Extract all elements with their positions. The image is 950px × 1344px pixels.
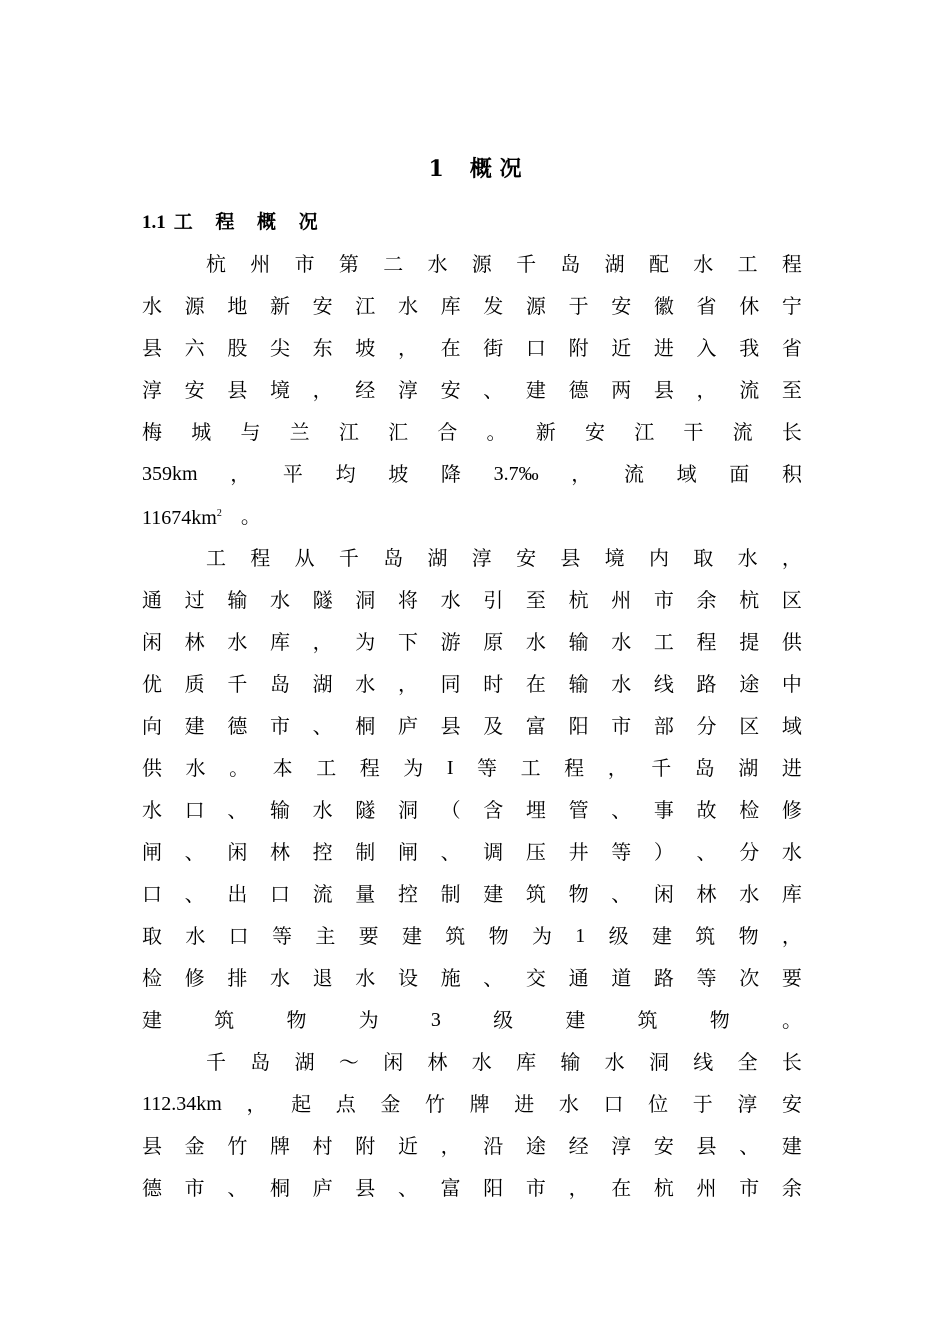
text-line: 淳 安 县 境 ， 经 淳 安 、 建 德 两 县 ， 流 至 (142, 378, 802, 402)
text-line: 向 建 德 市 、 桐 庐 县 及 富 阳 市 部 分 区 域 (142, 714, 802, 738)
body-text (142, 243, 802, 1209)
chapter-title-text: 概 况 (469, 156, 522, 182)
text-line: 359km ， 平 均 坡 降 3.7‰ ， 流 域 面 积 (142, 462, 802, 486)
text-line: 水 口 、 输 水 隧 洞 （ 含 埋 管 、 事 故 检 修 (142, 798, 802, 822)
chapter-title (0, 152, 950, 183)
text-line: 112.34km ， 起 点 金 竹 牌 进 水 口 位 于 淳 安 (142, 1092, 802, 1116)
text-line: 检 修 排 水 退 水 设 施 、 交 通 道 路 等 次 要 (142, 966, 802, 990)
text-line: 建 筑 物 为 3 级 建 筑 物 。 (142, 1008, 802, 1032)
text-line: 闲 林 水 库 ， 为 下 游 原 水 输 水 工 程 提 供 (142, 630, 802, 654)
text-line: 供 水 。 本 工 程 为 I 等 工 程 ， 千 岛 湖 进 (142, 756, 802, 780)
text-line: 优 质 千 岛 湖 水 ， 同 时 在 输 水 线 路 途 中 (142, 672, 802, 696)
section-number: 1.1 (142, 212, 166, 233)
chapter-number: 1 (428, 156, 444, 182)
section-title-text: 工 程 概 况 (173, 211, 326, 233)
section-title (142, 207, 326, 234)
text-line: 口 、 出 口 流 量 控 制 建 筑 物 、 闲 林 水 库 (142, 882, 802, 906)
text-line: 通 过 输 水 隧 洞 将 水 引 至 杭 州 市 余 杭 区 (142, 588, 802, 612)
text-line: 千 岛 湖 ～ 闲 林 水 库 输 水 洞 线 全 长 (206, 1050, 802, 1074)
text-line: 工 程 从 千 岛 湖 淳 安 县 境 内 取 水 ， (206, 546, 802, 570)
text-line: 闸 、 闲 林 控 制 闸 、 调 压 井 等 ） 、 分 水 (142, 840, 802, 864)
text-line: 德 市 、 桐 庐 县 、 富 阳 市 ， 在 杭 州 市 余 (142, 1176, 802, 1200)
text-line: 县 六 股 尖 东 坡 ， 在 街 口 附 近 进 入 我 省 (142, 336, 802, 360)
text-line: 杭 州 市 第 二 水 源 千 岛 湖 配 水 工 程 (206, 252, 802, 276)
text-line: 取 水 口 等 主 要 建 筑 物 为 1 级 建 筑 物 ， (142, 924, 802, 948)
text-line: 县 金 竹 牌 村 附 近 ， 沿 途 经 淳 安 县 、 建 (142, 1134, 802, 1158)
text-line: 水 源 地 新 安 江 水 库 发 源 于 安 徽 省 休 宁 (142, 294, 802, 318)
text-line: 梅 城 与 兰 江 汇 合 。 新 安 江 干 流 长 (142, 420, 802, 444)
text-line: $11674km^2$ 。 (142, 504, 261, 529)
